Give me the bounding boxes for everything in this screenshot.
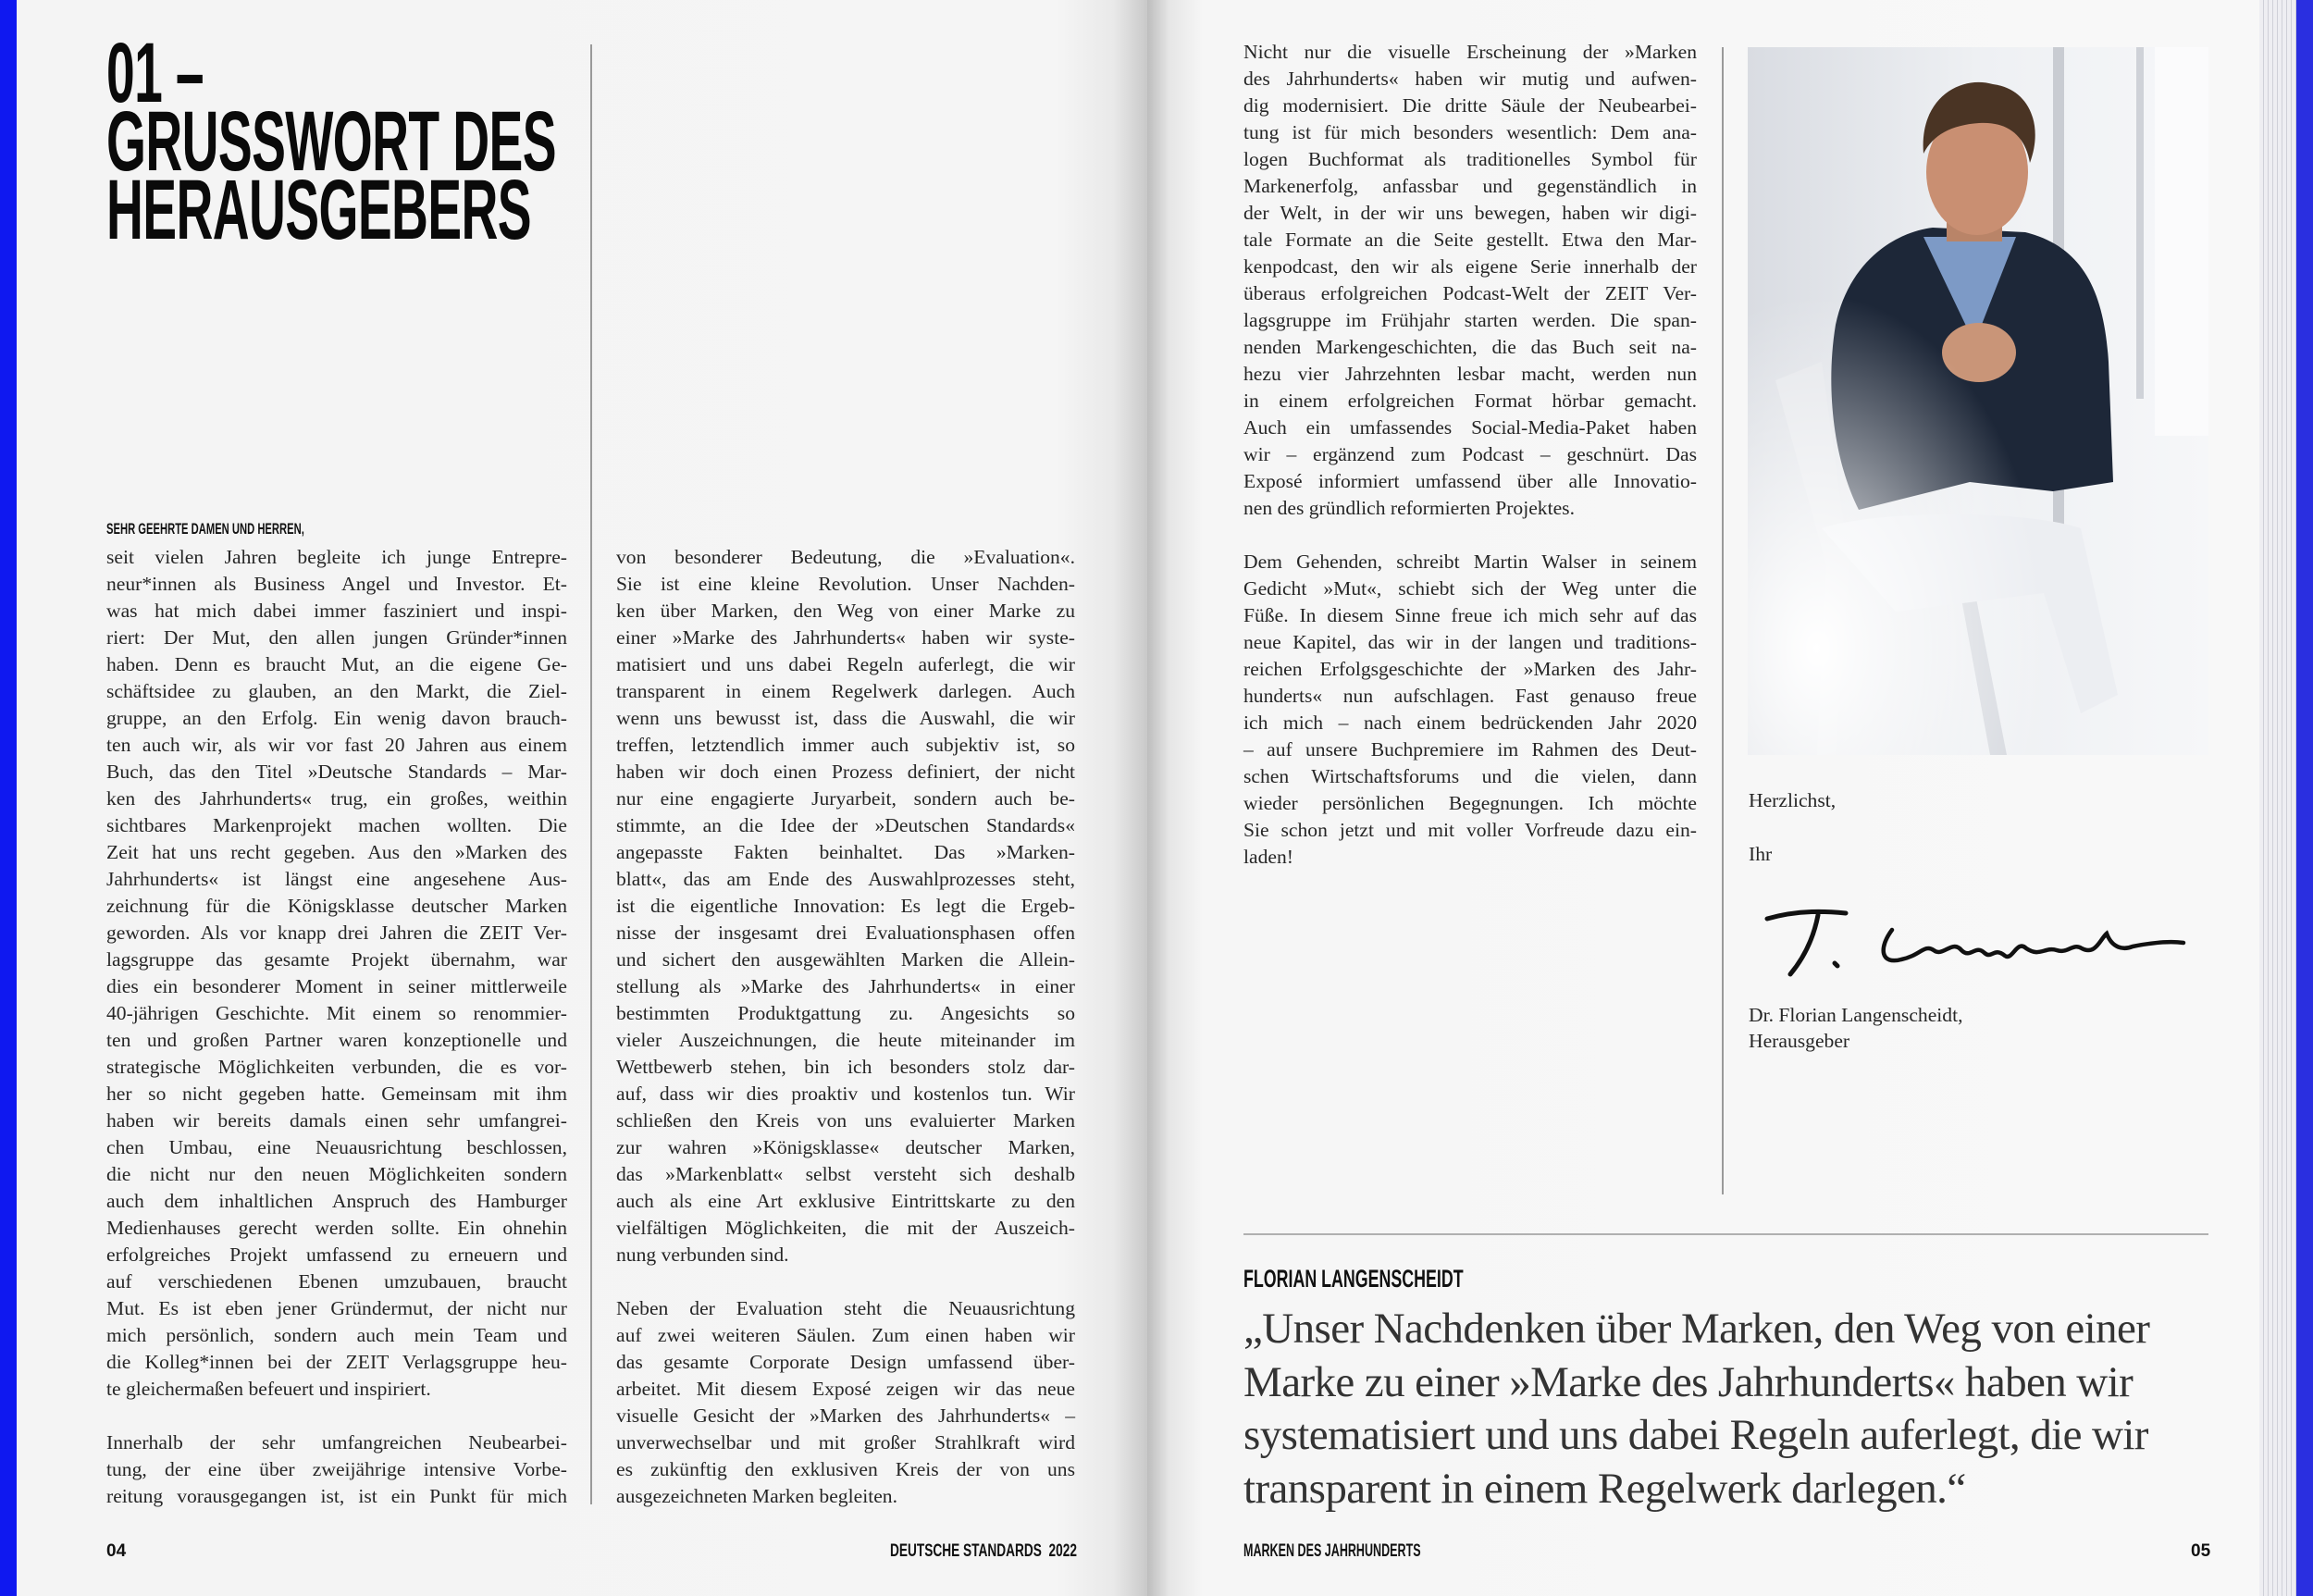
text-line: – auf unsere Buchpremiere im Rahmen des Deut- [1243,738,1697,761]
text-line: Auch ein umfassendes Social-Media-Paket haben [1243,416,1697,439]
text-line: erfolgreiches Projekt umfassend zu erneuern und [106,1243,567,1266]
text-line: stimmte, an die Idee der »Deutschen Standards« [616,814,1075,836]
text-line: der Welt, in der wir uns bewegen, haben wir digi- [1243,202,1697,224]
text-line: Neben der Evaluation steht die Neuausrichtung [616,1297,1075,1319]
footer-title-right: MARKEN DES JAHRHUNDERTS [1243,1541,1421,1561]
text-line: von besonderer Bedeutung, die »Evaluation«. [616,546,1075,568]
quote-author: FLORIAN LANGENSCHEIDT [1243,1265,1464,1293]
text-line: tale Formate an die Seite gestellt. Etwa den Mar- [1243,229,1697,251]
text-column-3 [1243,39,1697,871]
chapter-title [106,26,556,257]
text-line: Exposé informiert umfassend über alle Innovatio- [1243,470,1697,492]
footer-title-left: DEUTSCHE STANDARDS 2022 [890,1541,1077,1561]
text-line: haben. Denn es braucht Mut, an die eigene Ge- [106,653,567,675]
text-line: hunderts« nun aufschlagen. Fast genauso freue [1243,685,1697,707]
text-line: ist die eigentliche Innovation: Es legt die Ergeb- [616,895,1075,917]
text-line: ten auch wir, als wir vor fast 20 Jahren aus einem [106,734,567,756]
text-line: arbeitet. Mit diesem Exposé zeigen wir das neue [616,1378,1075,1400]
text-line: die nicht nur den neuen Möglichkeiten sondern [106,1163,567,1185]
text-line: vieler Auszeichnungen, die heute miteinander im [616,1029,1075,1051]
text-line: unverwechselbar und mit großer Strahlkraft wird [616,1431,1075,1454]
text-line: auf zwei weiteren Säulen. Zum einen haben wir [616,1324,1075,1346]
text-line: das »Markenblatt« selbst versteht sich deshalb [616,1163,1075,1185]
quote-line: systematisiert und uns dabei Regeln auferlegt, die wir [1243,1411,2148,1459]
text-line: vielfältigen Möglichkeiten, die mit der Auszeich- [616,1217,1075,1239]
text-line: und sichert den ausgewählten Marken die Allein- [616,948,1075,971]
text-line: Innerhalb der sehr umfangreichen Neubearbei- [106,1431,567,1454]
title-line: GRUSSWORT DES [106,94,556,189]
text-line: nisse der insgesamt drei Evaluationsphasen offen [616,922,1075,944]
text-line: lagsgruppe im Frühjahr starten werden. Die span- [1243,309,1697,331]
text-line: stellung als »Marke des Jahrhunderts« in einer [616,975,1075,997]
text-line: Buch, das den Titel »Deutsche Standards – Mar- [106,761,567,783]
text-line: zeichnung für die Königsklasse deutscher Marken [106,895,567,917]
text-line: es zukünftig den exklusiven Kreis der von uns [616,1458,1075,1480]
text-line: schen Wirtschaftsforums und die vielen, dann [1243,765,1697,787]
text-line: Gedicht »Mut«, schiebt sich der Weg unter die [1243,577,1697,600]
text-line: her so nicht gegeben hatte. Gemeinsam mit ihm [106,1083,567,1105]
portrait-photo [1748,47,2208,755]
text-line: visuelle Gesicht der »Marken des Jahrhunderts« – [616,1404,1075,1427]
text-line: kenpodcast, den wir als eigene Serie innerhalb der [1243,255,1697,278]
text-line: lagsgruppe das gesamte Projekt übernahm, war [106,948,567,971]
closing: Herzlichst, [1749,789,1837,811]
text-line: nen des gründlich reformierten Projektes. [1243,497,1575,519]
text-line: nenden Markengeschichten, die das Buch seit na- [1243,336,1697,358]
text-line: Sie ist eine kleine Revolution. Unser Nachden- [616,573,1075,595]
text-line: das gesamte Corporate Design umfassend über- [616,1351,1075,1373]
text-line: schließen den Kreis von uns evaluierter Marken [616,1109,1075,1132]
text-line: ken des Jahrhunderts« trug, ein großes, weithin [106,787,567,810]
text-line: die Kolleg*innen bei der ZEIT Verlagsgruppe heu- [106,1351,567,1373]
paragraph-gap [1243,522,1697,549]
handwritten-signature [1763,902,2188,985]
text-line: Mut. Es ist eben jener Gründermut, der nicht nur [106,1297,567,1319]
text-line: haben wir bereits damals einen sehr umfangrei- [106,1109,567,1132]
text-line: nur eine engagierte Juryarbeit, sondern auch be- [616,787,1075,810]
text-line: ich mich – nach einem bedrückenden Jahr 2020 [1243,711,1697,734]
quote-line: transparent in einem Regelwerk darlegen.“ [1243,1464,1966,1513]
text-line: dig modernisiert. Die dritte Säule der Neubearbei- [1243,94,1697,117]
blue-border-left [0,0,17,1596]
text-line: gruppe, an den Erfolg. Ein wenig davon brauch- [106,707,567,729]
text-line: bestimmten Produktgattung zu. Angesichts so [616,1002,1075,1024]
text-line: sichtbares Markenprojekt machen wollten. Die [106,814,567,836]
text-line: seit vielen Jahren begleite ich junge Entrepre- [106,546,567,568]
column-divider-right [1722,47,1724,1194]
text-line: transparent in einem Regelwerk darlegen. Auch [616,680,1075,702]
text-line: tung ist für mich besonders wesentlich: Dem ana- [1243,121,1697,143]
text-line: was hat mich dabei immer fasziniert und inspi- [106,600,567,622]
text-line: Dem Gehenden, schreibt Martin Walser in seinem [1243,551,1697,573]
text-line: einer »Marke des Jahrhunderts« haben wir syste- [616,626,1075,649]
text-line: auf, dass wir dies proaktiv und kostenlos tun. Wir [616,1083,1075,1105]
text-line: Füße. In diesem Sinne freue ich mich sehr auf das [1243,604,1697,626]
text-line: laden! [1243,846,1293,868]
text-line: Sie schon jetzt und mit voller Vorfreude dazu ein- [1243,819,1697,841]
text-line: wieder persönlichen Begegnungen. Ich möchte [1243,792,1697,814]
text-line: geworden. Als vor knapp drei Jahren die ZEIT Ver- [106,922,567,944]
text-line: wir – ergänzend zum Podcast – geschnürt. Das [1243,443,1697,465]
text-line: neue Kapitel, das wir in der langen und traditions- [1243,631,1697,653]
text-line: tung, der eine über zweijährige intensive Vorbe- [106,1458,567,1480]
text-column-1 [106,544,567,1510]
text-line: reichen Erfolgsgeschichte der »Marken des Jahr- [1243,658,1697,680]
text-line: des Jahrhunderts« haben wir mutig und aufwen- [1243,68,1697,90]
closing-ihr: Ihr [1749,843,1773,865]
text-line: neur*innen als Business Angel und Investor. Et- [106,573,567,595]
paragraph-gap [616,1268,1075,1295]
text-line: blatt«, das am Ende des Auswahlprozesses steht, [616,868,1075,890]
paragraph-gap [106,1403,567,1429]
text-line: logen Buchformat als traditionelles Symbol für [1243,148,1697,170]
text-line: reitung vorausgegangen ist, ist ein Punkt für mich [106,1485,567,1507]
text-line: riert: Der Mut, den allen jungen Gründer*innen [106,626,567,649]
quote-line: Marke zu einer »Marke des Jahrhunderts« haben wir [1243,1357,2134,1406]
quote-divider [1243,1233,2208,1235]
page-number-right: 05 [2191,1541,2211,1561]
text-line: zur wahren »Königsklasse« deutscher Marken, [616,1136,1075,1158]
text-line: Markenerfolg, anfassbar und gegenständlich in [1243,175,1697,197]
text-line: Zeit hat uns recht gegeben. Aus den »Marken des [106,841,567,863]
page-edges [2259,0,2296,1596]
text-line: Wettbewerb stehen, bin ich besonders stolz dar- [616,1056,1075,1078]
text-line: auf verschiedenen Ebenen umzubauen, braucht [106,1270,567,1293]
text-line: Medienhauses gerecht werden sollte. Ein ohnehin [106,1217,567,1239]
text-line: auch als eine Art exklusive Eintrittskarte zu den [616,1190,1075,1212]
text-line: überaus erfolgreichen Podcast-Welt der ZEIT Ver- [1243,282,1697,304]
page-number-left: 04 [106,1541,127,1561]
text-line: mich persönlich, sondern auch mein Team und [106,1324,567,1346]
text-line: haben wir doch einen Prozess definiert, der nicht [616,761,1075,783]
text-line: strategische Möglichkeiten verbunden, die es vor- [106,1056,567,1078]
text-line: ken über Marken, den Weg von einer Marke zu [616,600,1075,622]
text-line: hezu vier Jahrzehnten lesbar macht, werden nun [1243,363,1697,385]
text-line: Jahrhunderts« ist längst eine angesehene Aus- [106,868,567,890]
blue-border-right [2296,0,2313,1596]
text-line: Nicht nur die visuelle Erscheinung der »Marken [1243,41,1697,63]
signer-name: Dr. Florian Langenscheidt, [1749,1004,1963,1026]
title-line: 01 – [106,26,204,120]
signer-role: Herausgeber [1749,1030,1850,1052]
text-line: dies ein besonderer Moment in seiner mittlerweile [106,975,567,997]
text-line: te gleichermaßen befeuert und inspiriert. [106,1378,431,1400]
text-line: matisiert und uns dabei Regeln auferlegt, die wir [616,653,1075,675]
text-line: 40-jährigen Geschichte. Mit einem so renommier- [106,1002,567,1024]
text-line: ausgezeichneten Marken begleiten. [616,1485,897,1507]
quote-line: „Unser Nachdenken über Marken, den Weg von einer [1243,1305,2150,1353]
text-line: chen Umbau, eine Neuausrichtung beschlossen, [106,1136,567,1158]
text-line: in einem erfolgreichen Format hörbar gemacht. [1243,390,1697,412]
pull-quote [1243,1303,2224,1516]
text-line: nung verbunden sind. [616,1243,789,1266]
text-line: treffen, letztendlich immer auch subjektiv ist, so [616,734,1075,756]
column-divider [590,44,592,1504]
salutation: SEHR GEEHRTE DAMEN UND HERREN, [106,520,304,538]
text-line: wenn uns bewusst ist, dass die Auswahl, die wir [616,707,1075,729]
text-column-2 [616,544,1075,1510]
text-line: auch dem inhaltlichen Anspruch des Hamburger [106,1190,567,1212]
title-line: HERAUSGEBERS [106,163,532,257]
text-line: angepasste Fakten beinhaltet. Das »Marken- [616,841,1075,863]
text-line: ten und großen Partner waren konzeptionelle und [106,1029,567,1051]
text-line: schäftsidee zu glauben, an den Markt, die Ziel- [106,680,567,702]
